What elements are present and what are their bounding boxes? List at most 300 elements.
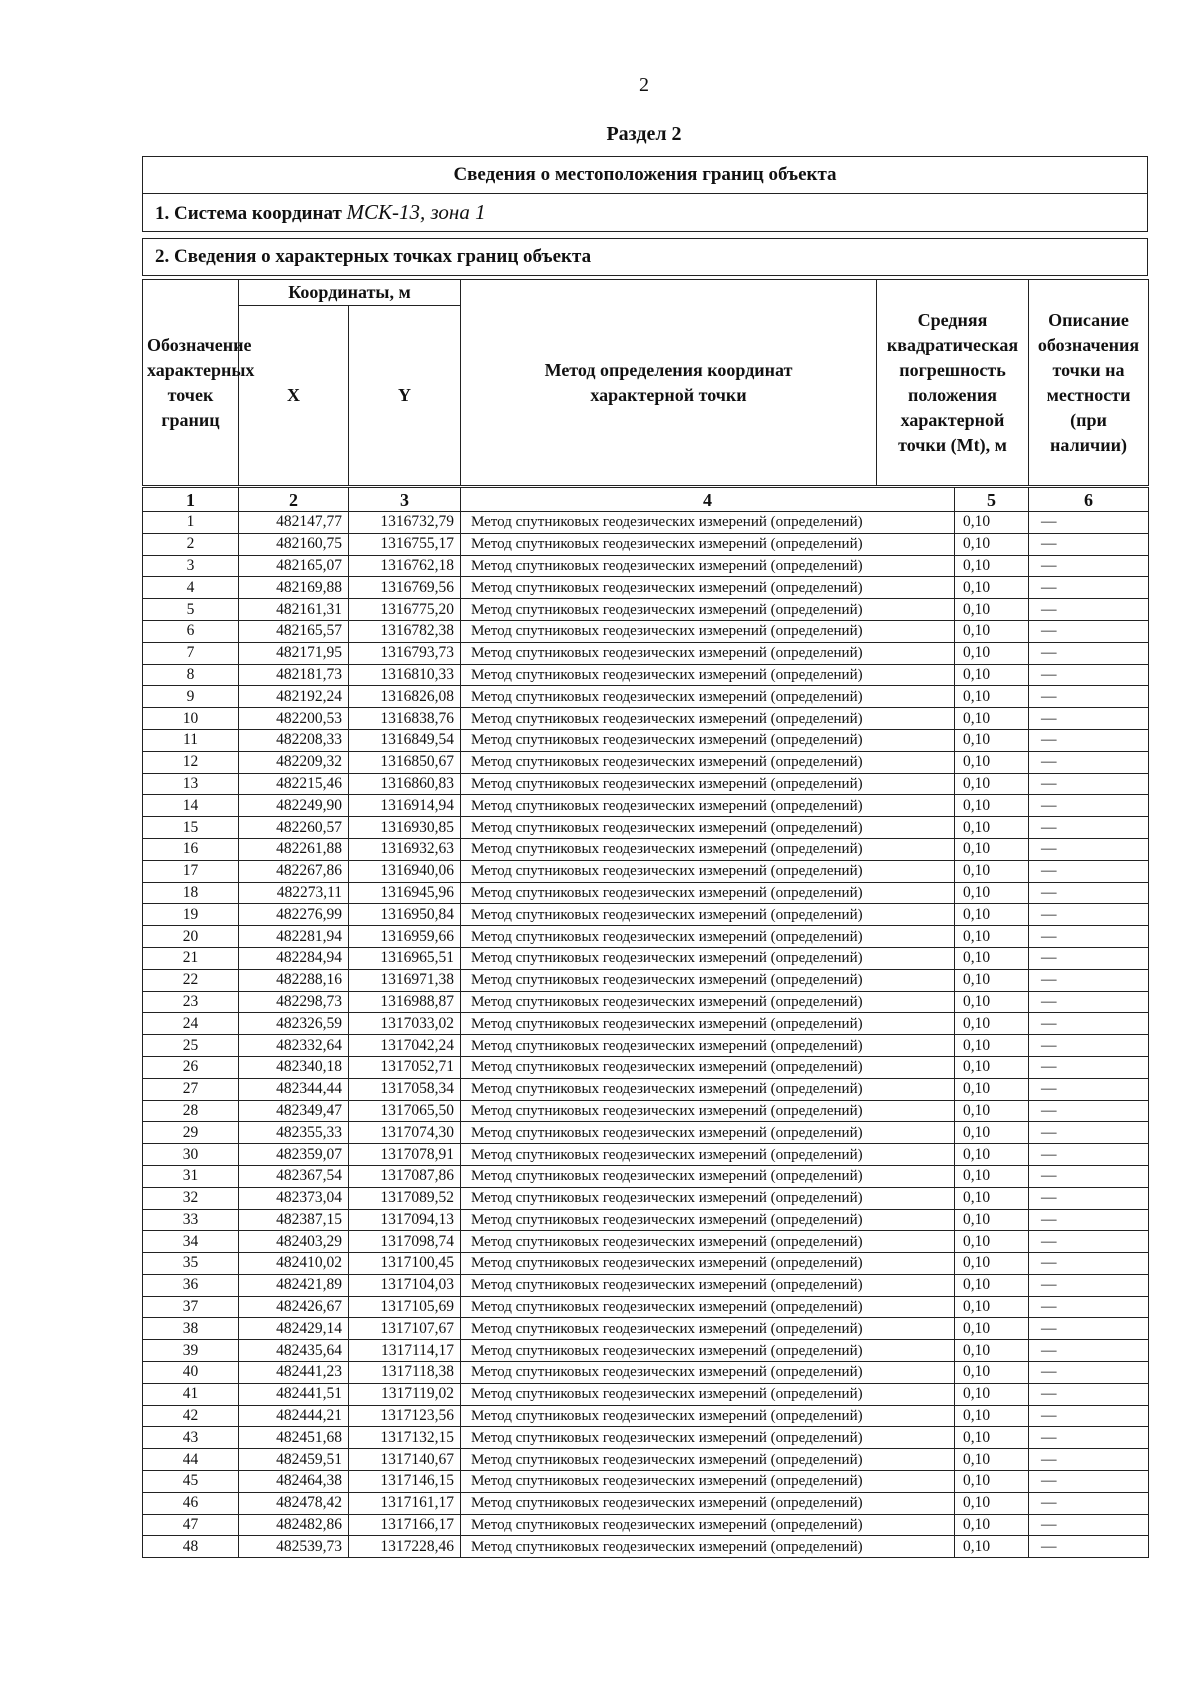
point-description: — xyxy=(1029,1100,1149,1122)
point-accuracy: 0,10 xyxy=(955,969,1029,991)
point-description: — xyxy=(1029,1383,1149,1405)
point-description: — xyxy=(1029,708,1149,730)
point-y: 1316860,83 xyxy=(349,773,461,795)
point-accuracy: 0,10 xyxy=(955,1035,1029,1057)
point-x: 482344,44 xyxy=(239,1078,349,1100)
point-number: 17 xyxy=(143,860,239,882)
point-x: 482359,07 xyxy=(239,1144,349,1166)
point-x: 482367,54 xyxy=(239,1165,349,1187)
point-y: 1316932,63 xyxy=(349,838,461,860)
point-accuracy: 0,10 xyxy=(955,838,1029,860)
point-number: 28 xyxy=(143,1100,239,1122)
column-number: 2 xyxy=(239,488,349,512)
point-x: 482478,42 xyxy=(239,1492,349,1514)
point-y: 1316940,06 xyxy=(349,860,461,882)
point-number: 11 xyxy=(143,729,239,751)
point-x: 482208,33 xyxy=(239,729,349,751)
point-y: 1317087,86 xyxy=(349,1165,461,1187)
point-y: 1316793,73 xyxy=(349,642,461,664)
table-row xyxy=(143,1100,1149,1122)
table-row xyxy=(143,817,1149,839)
point-description: — xyxy=(1029,1078,1149,1100)
point-accuracy: 0,10 xyxy=(955,947,1029,969)
point-description: — xyxy=(1029,664,1149,686)
point-method: Метод спутниковых геодезических измерений (определений) xyxy=(461,1427,955,1449)
point-accuracy: 0,10 xyxy=(955,1253,1029,1275)
point-accuracy: 0,10 xyxy=(955,642,1029,664)
point-method: Метод спутниковых геодезических измерений (определений) xyxy=(461,708,955,730)
point-accuracy: 0,10 xyxy=(955,1514,1029,1536)
table-row xyxy=(143,1405,1149,1427)
point-accuracy: 0,10 xyxy=(955,512,1029,534)
point-y: 1316810,33 xyxy=(349,664,461,686)
header-method: Метод определения координат характерной точки xyxy=(461,280,877,486)
point-y: 1316971,38 xyxy=(349,969,461,991)
point-description: — xyxy=(1029,1536,1149,1558)
table-row xyxy=(143,620,1149,642)
point-accuracy: 0,10 xyxy=(955,577,1029,599)
table-row xyxy=(143,1318,1149,1340)
point-x: 482284,94 xyxy=(239,947,349,969)
point-accuracy: 0,10 xyxy=(955,1165,1029,1187)
point-y: 1316769,56 xyxy=(349,577,461,599)
point-description: — xyxy=(1029,1362,1149,1384)
point-accuracy: 0,10 xyxy=(955,1187,1029,1209)
point-description: — xyxy=(1029,1209,1149,1231)
point-y: 1317146,15 xyxy=(349,1471,461,1493)
point-x: 482192,24 xyxy=(239,686,349,708)
point-x: 482209,32 xyxy=(239,751,349,773)
point-number: 29 xyxy=(143,1122,239,1144)
point-y: 1316762,18 xyxy=(349,555,461,577)
table-row xyxy=(143,642,1149,664)
table-row xyxy=(143,1274,1149,1296)
point-number: 44 xyxy=(143,1449,239,1471)
table-row xyxy=(143,1362,1149,1384)
point-accuracy: 0,10 xyxy=(955,773,1029,795)
point-number: 37 xyxy=(143,1296,239,1318)
point-method: Метод спутниковых геодезических измерений (определений) xyxy=(461,1383,955,1405)
table-row xyxy=(143,991,1149,1013)
point-accuracy: 0,10 xyxy=(955,599,1029,621)
point-accuracy: 0,10 xyxy=(955,1231,1029,1253)
table-row xyxy=(143,751,1149,773)
point-y: 1317104,03 xyxy=(349,1274,461,1296)
coordinate-system-box xyxy=(142,194,1148,232)
point-accuracy: 0,10 xyxy=(955,1340,1029,1362)
point-accuracy: 0,10 xyxy=(955,1122,1029,1144)
point-x: 482441,51 xyxy=(239,1383,349,1405)
point-y: 1316945,96 xyxy=(349,882,461,904)
table-row xyxy=(143,795,1149,817)
point-accuracy: 0,10 xyxy=(955,708,1029,730)
point-accuracy: 0,10 xyxy=(955,991,1029,1013)
point-x: 482169,88 xyxy=(239,577,349,599)
point-description: — xyxy=(1029,1427,1149,1449)
point-description: — xyxy=(1029,969,1149,991)
point-method: Метод спутниковых геодезических измерений (определений) xyxy=(461,1078,955,1100)
point-description: — xyxy=(1029,860,1149,882)
table-row xyxy=(143,1165,1149,1187)
point-method: Метод спутниковых геодезических измерений (определений) xyxy=(461,1187,955,1209)
table-row xyxy=(143,1231,1149,1253)
point-y: 1316965,51 xyxy=(349,947,461,969)
column-number: 5 xyxy=(955,488,1029,512)
point-number: 19 xyxy=(143,904,239,926)
point-method: Метод спутниковых геодезических измерений (определений) xyxy=(461,1405,955,1427)
coordinate-system-label: 1. Система координат xyxy=(155,203,342,224)
point-description: — xyxy=(1029,1492,1149,1514)
point-y: 1317098,74 xyxy=(349,1231,461,1253)
point-x: 482426,67 xyxy=(239,1296,349,1318)
point-method: Метод спутниковых геодезических измерений (определений) xyxy=(461,904,955,926)
point-accuracy: 0,10 xyxy=(955,729,1029,751)
point-method: Метод спутниковых геодезических измерений (определений) xyxy=(461,533,955,555)
point-description: — xyxy=(1029,620,1149,642)
point-x: 482387,15 xyxy=(239,1209,349,1231)
object-boundaries-title-box xyxy=(142,156,1148,194)
characteristic-points-title-box xyxy=(142,238,1148,276)
table-row xyxy=(143,708,1149,730)
point-number: 14 xyxy=(143,795,239,817)
characteristic-points-title: 2. Сведения о характерных точках границ объекта xyxy=(155,246,592,267)
point-number: 9 xyxy=(143,686,239,708)
point-method: Метод спутниковых геодезических измерений (определений) xyxy=(461,686,955,708)
point-method: Метод спутниковых геодезических измерений (определений) xyxy=(461,577,955,599)
point-description: — xyxy=(1029,729,1149,751)
point-x: 482200,53 xyxy=(239,708,349,730)
point-x: 482349,47 xyxy=(239,1100,349,1122)
table-row xyxy=(143,1144,1149,1166)
point-x: 482181,73 xyxy=(239,664,349,686)
table-row xyxy=(143,599,1149,621)
point-accuracy: 0,10 xyxy=(955,555,1029,577)
point-method: Метод спутниковых геодезических измерений (определений) xyxy=(461,838,955,860)
point-y: 1316930,85 xyxy=(349,817,461,839)
point-accuracy: 0,10 xyxy=(955,1471,1029,1493)
header-description: Описание обозначения точки на местности (при наличии) xyxy=(1029,280,1149,486)
point-number: 20 xyxy=(143,926,239,948)
point-accuracy: 0,10 xyxy=(955,533,1029,555)
point-accuracy: 0,10 xyxy=(955,664,1029,686)
point-method: Метод спутниковых геодезических измерений (определений) xyxy=(461,642,955,664)
point-y: 1317119,02 xyxy=(349,1383,461,1405)
point-method: Метод спутниковых геодезических измерений (определений) xyxy=(461,991,955,1013)
point-description: — xyxy=(1029,1253,1149,1275)
table-row xyxy=(143,664,1149,686)
point-method: Метод спутниковых геодезических измерений (определений) xyxy=(461,1471,955,1493)
point-x: 482298,73 xyxy=(239,991,349,1013)
point-number: 38 xyxy=(143,1318,239,1340)
point-accuracy: 0,10 xyxy=(955,1383,1029,1405)
point-number: 41 xyxy=(143,1383,239,1405)
point-x: 482429,14 xyxy=(239,1318,349,1340)
point-number: 16 xyxy=(143,838,239,860)
point-number: 30 xyxy=(143,1144,239,1166)
column-numbers-row xyxy=(143,488,1149,512)
point-y: 1317042,24 xyxy=(349,1035,461,1057)
point-y: 1317166,17 xyxy=(349,1514,461,1536)
point-method: Метод спутниковых геодезических измерений (определений) xyxy=(461,969,955,991)
point-x: 482332,64 xyxy=(239,1035,349,1057)
point-method: Метод спутниковых геодезических измерений (определений) xyxy=(461,1209,955,1231)
point-x: 482421,89 xyxy=(239,1274,349,1296)
table-row xyxy=(143,1536,1149,1558)
point-method: Метод спутниковых геодезических измерений (определений) xyxy=(461,555,955,577)
point-method: Метод спутниковых геодезических измерений (определений) xyxy=(461,620,955,642)
table-row xyxy=(143,1492,1149,1514)
point-method: Метод спутниковых геодезических измерений (определений) xyxy=(461,1165,955,1187)
point-method: Метод спутниковых геодезических измерений (определений) xyxy=(461,1100,955,1122)
point-number: 39 xyxy=(143,1340,239,1362)
table-row xyxy=(143,1427,1149,1449)
point-y: 1316755,17 xyxy=(349,533,461,555)
point-accuracy: 0,10 xyxy=(955,686,1029,708)
page-number: 2 xyxy=(639,74,649,96)
point-y: 1317123,56 xyxy=(349,1405,461,1427)
point-number: 42 xyxy=(143,1405,239,1427)
point-number: 36 xyxy=(143,1274,239,1296)
point-y: 1316959,66 xyxy=(349,926,461,948)
point-method: Метод спутниковых геодезических измерений (определений) xyxy=(461,817,955,839)
point-number: 3 xyxy=(143,555,239,577)
header-table xyxy=(142,279,1149,486)
point-x: 482451,68 xyxy=(239,1427,349,1449)
point-description: — xyxy=(1029,533,1149,555)
point-method: Метод спутниковых геодезических измерений (определений) xyxy=(461,773,955,795)
point-y: 1317100,45 xyxy=(349,1253,461,1275)
point-description: — xyxy=(1029,947,1149,969)
table-row xyxy=(143,1122,1149,1144)
point-x: 482273,11 xyxy=(239,882,349,904)
table-row xyxy=(143,1209,1149,1231)
point-number: 6 xyxy=(143,620,239,642)
point-number: 21 xyxy=(143,947,239,969)
point-number: 31 xyxy=(143,1165,239,1187)
point-description: — xyxy=(1029,1296,1149,1318)
point-accuracy: 0,10 xyxy=(955,1492,1029,1514)
point-y: 1316950,84 xyxy=(349,904,461,926)
point-accuracy: 0,10 xyxy=(955,1056,1029,1078)
point-description: — xyxy=(1029,1405,1149,1427)
point-description: — xyxy=(1029,1449,1149,1471)
point-description: — xyxy=(1029,817,1149,839)
point-method: Метод спутниковых геодезических измерений (определений) xyxy=(461,729,955,751)
table-row xyxy=(143,1187,1149,1209)
header-designation: Обозначение характерных точек границ xyxy=(143,280,239,486)
point-description: — xyxy=(1029,751,1149,773)
point-method: Метод спутниковых геодезических измерений (определений) xyxy=(461,599,955,621)
point-x: 482373,04 xyxy=(239,1187,349,1209)
point-number: 33 xyxy=(143,1209,239,1231)
column-number: 1 xyxy=(143,488,239,512)
table-row xyxy=(143,1013,1149,1035)
point-accuracy: 0,10 xyxy=(955,1013,1029,1035)
point-accuracy: 0,10 xyxy=(955,1318,1029,1340)
point-y: 1316914,94 xyxy=(349,795,461,817)
table-row xyxy=(143,969,1149,991)
table-row xyxy=(143,1078,1149,1100)
point-description: — xyxy=(1029,773,1149,795)
point-description: — xyxy=(1029,1274,1149,1296)
point-number: 43 xyxy=(143,1427,239,1449)
point-method: Метод спутниковых геодезических измерений (определений) xyxy=(461,860,955,882)
point-number: 5 xyxy=(143,599,239,621)
table-row xyxy=(143,1296,1149,1318)
point-x: 482403,29 xyxy=(239,1231,349,1253)
point-description: — xyxy=(1029,1471,1149,1493)
point-x: 482165,57 xyxy=(239,620,349,642)
point-description: — xyxy=(1029,1122,1149,1144)
point-x: 482539,73 xyxy=(239,1536,349,1558)
point-number: 4 xyxy=(143,577,239,599)
table-row xyxy=(143,838,1149,860)
point-description: — xyxy=(1029,1187,1149,1209)
point-number: 34 xyxy=(143,1231,239,1253)
point-number: 24 xyxy=(143,1013,239,1035)
point-x: 482410,02 xyxy=(239,1253,349,1275)
table-row xyxy=(143,860,1149,882)
point-description: — xyxy=(1029,882,1149,904)
points-table xyxy=(142,487,1149,1558)
point-number: 27 xyxy=(143,1078,239,1100)
point-x: 482276,99 xyxy=(239,904,349,926)
point-x: 482435,64 xyxy=(239,1340,349,1362)
point-number: 48 xyxy=(143,1536,239,1558)
coordinate-system-value: МСК-13, зона 1 xyxy=(346,200,486,224)
header-accuracy: Средняя квадратическая погрешность положения характерной точки (Mt), м xyxy=(877,280,1029,486)
point-description: — xyxy=(1029,926,1149,948)
point-description: — xyxy=(1029,1231,1149,1253)
point-number: 23 xyxy=(143,991,239,1013)
point-method: Метод спутниковых геодезических измерений (определений) xyxy=(461,1056,955,1078)
point-y: 1317105,69 xyxy=(349,1296,461,1318)
point-method: Метод спутниковых геодезических измерений (определений) xyxy=(461,1492,955,1514)
point-y: 1316732,79 xyxy=(349,512,461,534)
point-number: 18 xyxy=(143,882,239,904)
section-title: Раздел 2 xyxy=(606,123,682,145)
column-number: 6 xyxy=(1029,488,1149,512)
point-y: 1317052,71 xyxy=(349,1056,461,1078)
point-number: 35 xyxy=(143,1253,239,1275)
object-boundaries-title: Сведения о местоположения границ объекта xyxy=(453,164,837,185)
table-row xyxy=(143,729,1149,751)
point-y: 1317058,34 xyxy=(349,1078,461,1100)
point-x: 482147,77 xyxy=(239,512,349,534)
point-y: 1317132,15 xyxy=(349,1427,461,1449)
table-row xyxy=(143,904,1149,926)
point-y: 1316988,87 xyxy=(349,991,461,1013)
point-number: 32 xyxy=(143,1187,239,1209)
point-y: 1317065,50 xyxy=(349,1100,461,1122)
point-y: 1316775,20 xyxy=(349,599,461,621)
table-row xyxy=(143,1471,1149,1493)
point-method: Метод спутниковых геодезических измерений (определений) xyxy=(461,926,955,948)
point-number: 7 xyxy=(143,642,239,664)
point-description: — xyxy=(1029,838,1149,860)
point-x: 482215,46 xyxy=(239,773,349,795)
point-description: — xyxy=(1029,1035,1149,1057)
table-row xyxy=(143,882,1149,904)
point-method: Метод спутниковых геодезических измерений (определений) xyxy=(461,1035,955,1057)
point-x: 482171,95 xyxy=(239,642,349,664)
point-method: Метод спутниковых геодезических измерений (определений) xyxy=(461,1340,955,1362)
point-accuracy: 0,10 xyxy=(955,1405,1029,1427)
table-row xyxy=(143,926,1149,948)
table-row xyxy=(143,1253,1149,1275)
point-method: Метод спутниковых геодезических измерений (определений) xyxy=(461,664,955,686)
point-x: 482161,31 xyxy=(239,599,349,621)
point-description: — xyxy=(1029,599,1149,621)
point-y: 1317074,30 xyxy=(349,1122,461,1144)
point-method: Метод спутниковых геодезических измерений (определений) xyxy=(461,795,955,817)
point-y: 1317078,91 xyxy=(349,1144,461,1166)
point-description: — xyxy=(1029,1340,1149,1362)
point-accuracy: 0,10 xyxy=(955,1362,1029,1384)
point-number: 26 xyxy=(143,1056,239,1078)
table-row xyxy=(143,1514,1149,1536)
point-description: — xyxy=(1029,1056,1149,1078)
header-x: X xyxy=(239,306,349,486)
point-x: 482281,94 xyxy=(239,926,349,948)
point-y: 1317140,67 xyxy=(349,1449,461,1471)
point-description: — xyxy=(1029,577,1149,599)
point-description: — xyxy=(1029,1514,1149,1536)
point-method: Метод спутниковых геодезических измерений (определений) xyxy=(461,1449,955,1471)
point-x: 482249,90 xyxy=(239,795,349,817)
point-method: Метод спутниковых геодезических измерений (определений) xyxy=(461,882,955,904)
point-accuracy: 0,10 xyxy=(955,1078,1029,1100)
point-accuracy: 0,10 xyxy=(955,860,1029,882)
point-description: — xyxy=(1029,991,1149,1013)
point-x: 482288,16 xyxy=(239,969,349,991)
table-row xyxy=(143,1340,1149,1362)
point-method: Метод спутниковых геодезических измерений (определений) xyxy=(461,1536,955,1558)
point-x: 482260,57 xyxy=(239,817,349,839)
point-method: Метод спутниковых геодезических измерений (определений) xyxy=(461,1514,955,1536)
point-accuracy: 0,10 xyxy=(955,1536,1029,1558)
point-x: 482459,51 xyxy=(239,1449,349,1471)
point-number: 8 xyxy=(143,664,239,686)
point-number: 1 xyxy=(143,512,239,534)
point-x: 482355,33 xyxy=(239,1122,349,1144)
point-description: — xyxy=(1029,512,1149,534)
point-number: 12 xyxy=(143,751,239,773)
point-accuracy: 0,10 xyxy=(955,1274,1029,1296)
table-row xyxy=(143,577,1149,599)
point-number: 15 xyxy=(143,817,239,839)
point-description: — xyxy=(1029,904,1149,926)
table-row xyxy=(143,947,1149,969)
point-accuracy: 0,10 xyxy=(955,1144,1029,1166)
point-y: 1316826,08 xyxy=(349,686,461,708)
point-accuracy: 0,10 xyxy=(955,620,1029,642)
table-row xyxy=(143,512,1149,534)
point-description: — xyxy=(1029,1165,1149,1187)
point-y: 1316782,38 xyxy=(349,620,461,642)
point-accuracy: 0,10 xyxy=(955,1100,1029,1122)
point-y: 1317228,46 xyxy=(349,1536,461,1558)
point-number: 40 xyxy=(143,1362,239,1384)
point-x: 482165,07 xyxy=(239,555,349,577)
column-number: 3 xyxy=(349,488,461,512)
point-method: Метод спутниковых геодезических измерений (определений) xyxy=(461,1253,955,1275)
point-x: 482160,75 xyxy=(239,533,349,555)
point-x: 482261,88 xyxy=(239,838,349,860)
point-method: Метод спутниковых геодезических измерений (определений) xyxy=(461,512,955,534)
point-number: 2 xyxy=(143,533,239,555)
point-accuracy: 0,10 xyxy=(955,926,1029,948)
